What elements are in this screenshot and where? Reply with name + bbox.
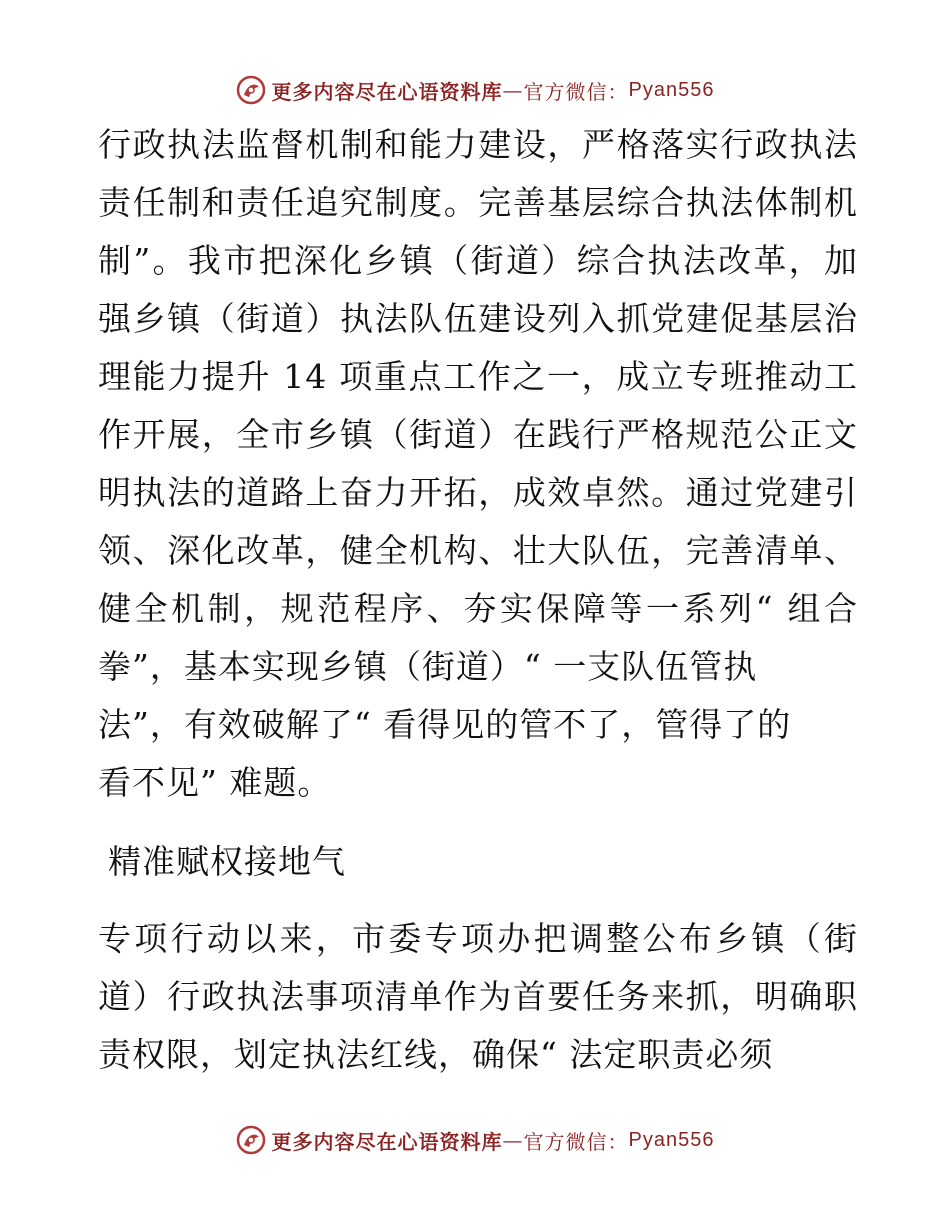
text-line: 制”。我市把深化乡镇（街道）综合执法改革，加 <box>98 241 858 280</box>
header-banner <box>0 70 950 110</box>
text-line: 责任制和责任追究制度。完善基层综合执法体制机 <box>98 183 858 222</box>
text-line: 行政执法监督机制和能力建设，严格落实行政执法 <box>98 125 858 164</box>
paragraph-1 <box>98 116 858 812</box>
text-line: 看不见” 难题。 <box>98 763 332 802</box>
brand-logo-icon <box>236 1125 266 1155</box>
text-line: 法”，有效破解了“ 看得见的管不了，管得了的 <box>98 705 792 744</box>
banner-brand-text: 更多内容尽在心语资料库 <box>271 1129 503 1154</box>
text-line: 明执法的道路上奋力开拓，成效卓然。通过党建引 <box>98 473 858 512</box>
text-line: 拳”，基本实现乡镇（街道）“ 一支队伍管执 <box>98 647 758 686</box>
banner-wechat-id: Pyan556 <box>628 1128 715 1151</box>
text-line: 专项行动以来，市委专项办把调整公布乡镇（街 <box>98 919 858 958</box>
text-line: 领、深化改革，健全机构、壮大队伍，完善清单、 <box>98 531 858 570</box>
text-line: 强乡镇（街道）执法队伍建设列入抓党建促基层治 <box>98 299 858 338</box>
brand-logo-icon <box>236 75 266 105</box>
section-heading: 精准赋权接地气 <box>108 842 346 881</box>
banner-dash: — <box>502 78 524 102</box>
banner-wechat-label: 官方微信： <box>523 1129 629 1154</box>
text-line: 理能力提升 14 项重点工作之一，成立专班推动工 <box>98 357 858 396</box>
text-line: 道）行政执法事项清单作为首要任务来抓，明确职 <box>98 977 858 1016</box>
banner-brand-text: 更多内容尽在心语资料库 <box>271 79 503 104</box>
banner-dash: — <box>502 1128 524 1152</box>
footer-banner <box>0 1120 950 1160</box>
text-line: 责权限，划定执法红线，确保“ 法定职责必须 <box>98 1035 774 1074</box>
text-line: 健全机制，规范程序、夯实保障等一系列“ 组合 <box>98 589 858 628</box>
banner-wechat-label: 官方微信： <box>523 79 629 104</box>
text-line: 作开展，全市乡镇（街道）在践行严格规范公正文 <box>98 415 858 454</box>
banner-wechat-id: Pyan556 <box>628 78 715 101</box>
paragraph-2 <box>98 910 858 1084</box>
